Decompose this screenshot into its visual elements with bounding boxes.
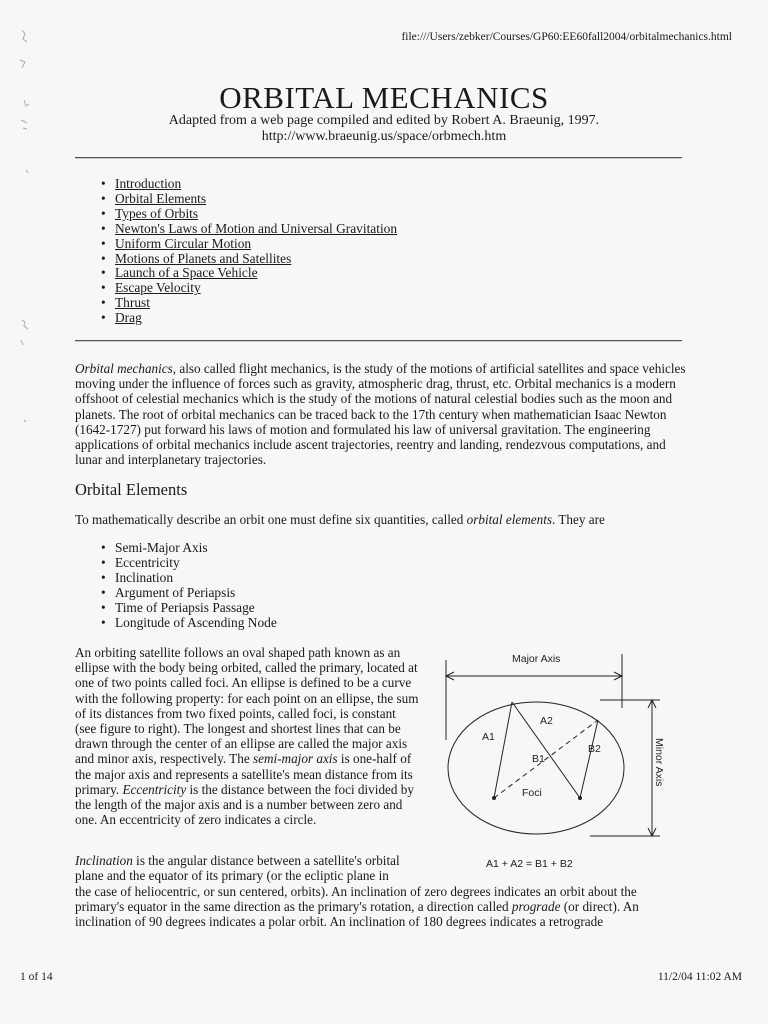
list-item: • Time of Periapsis Passage [101, 601, 277, 616]
ellipse-paragraph: An orbiting satellite follows an oval shaped path known as an ellipse with the body being orbited, called the primary, located at one of two points called foci. An ellipse is defined to be a curve with the following property: for each point on an ellipse, the sum of its distances from two fixed points, called foci, is constant (see figure to right). The longest and shortest lines that can be drawn through the center of an ellipse are called the major axis and minor axis, respectively. The semi-major axis is one-half of the major axis and represents a satellite's mean distance from its primary. Eccentricity is the distance between the foci divided by the length of the major axis and is a number between zero and one. An eccentricity of zero indicates a circle. [75, 645, 419, 828]
label-a2: A2 [540, 715, 553, 727]
label-a1: A1 [482, 731, 495, 743]
subtitle-credit: Adapted from a web page compiled and edited by Robert A. Braeunig, 1997. [168, 113, 600, 128]
label-b1: B1 [532, 753, 545, 765]
table-of-contents [101, 177, 397, 326]
line-a1 [494, 702, 512, 798]
inclination-paragraph-cont: the case of heliocentric, or sun centered, orbits). An inclination of zero degrees indicates an orbit about the primary's equator in the same direction as the primary's rotation, a direction called prograde (or direct). An inclination of 90 degrees indicates a polar orbit. An inclination of 180 degrees indicates a retrograde [75, 884, 639, 930]
intro-paragraph [75, 361, 688, 467]
list-item: • Eccentricity [101, 556, 277, 571]
toc-item-thrust[interactable]: • Thrust [101, 296, 397, 311]
label-major-axis: Major Axis [512, 653, 561, 665]
divider-top [75, 157, 682, 159]
ellipse-formula: A1 + A2 = B1 + B2 [486, 858, 573, 870]
toc-item-drag[interactable]: • Drag [101, 311, 397, 326]
list-item: • Inclination [101, 571, 277, 586]
toc-item-types-of-orbits[interactable]: • Types of Orbits [101, 207, 397, 222]
page-title: ORBITAL MECHANICS [219, 80, 549, 115]
page-number: 1 of 14 [20, 971, 53, 983]
label-b2: B2 [588, 743, 601, 755]
label-minor-axis: Minor Axis [653, 738, 665, 787]
orbital-elements-list [101, 541, 277, 630]
divider-bottom [75, 340, 682, 342]
section-heading-orbital-elements: Orbital Elements [75, 480, 188, 499]
toc-item-launch[interactable]: • Launch of a Space Vehicle [101, 266, 397, 281]
toc-item-newtons-laws[interactable]: • Newton's Laws of Motion and Universal Gravitation [101, 222, 397, 237]
label-foci: Foci [522, 787, 542, 799]
intro-text: , also called flight mechanics, is the study of the motions of artificial satellites and space vehicles moving under the influence of forces such as gravity, atmospheric drag, thrust, etc. Orbital mechanics is a modern offshoot of celestial mechanics which is the study of the motions of natural celestial bodies such as the moon and planets. The root of orbital mechanics can be traced back to the 17th century when mathematician Isaac Newton (1642-1727) put forward his laws of motion and formulated his law of universal gravitation. The engineering applications of orbital mechanics include ascent trajectories, reentry and landing, rendezvous computations, and lunar and interplanetary trajectories. [75, 361, 686, 468]
list-item: • Argument of Periapsis [101, 586, 277, 601]
list-item: • Semi-Major Axis [101, 541, 277, 556]
print-timestamp: 11/2/04 11:02 AM [657, 971, 742, 983]
toc-item-orbital-elements[interactable]: • Orbital Elements [101, 192, 397, 207]
toc-item-motions-of-planets[interactable]: • Motions of Planets and Satellites [101, 252, 397, 267]
subtitle-link[interactable]: http://www.braeunig.us/space/orbmech.htm [261, 129, 507, 144]
intro-term: Orbital mechanics [75, 361, 173, 376]
list-item: • Longitude of Ascending Node [101, 616, 277, 631]
inclination-paragraph-start: Inclination is the angular distance between a satellite's orbital plane and the equator of its primary (or the ecliptic plane in [75, 853, 400, 884]
focus-2 [578, 796, 582, 800]
elements-intro: To mathematically describe an orbit one must define six quantities, called orbital elements. They are [75, 512, 605, 527]
ellipse-diagram [440, 640, 670, 850]
source-url: file:///Users/zebker/Courses/GP60:EE60fall2004/orbitalmechanics.html [401, 31, 732, 43]
toc-item-uniform-circular-motion[interactable]: • Uniform Circular Motion [101, 237, 397, 252]
focus-1 [492, 796, 496, 800]
toc-item-introduction[interactable]: • Introduction [101, 177, 397, 192]
toc-item-escape-velocity[interactable]: • Escape Velocity [101, 281, 397, 296]
